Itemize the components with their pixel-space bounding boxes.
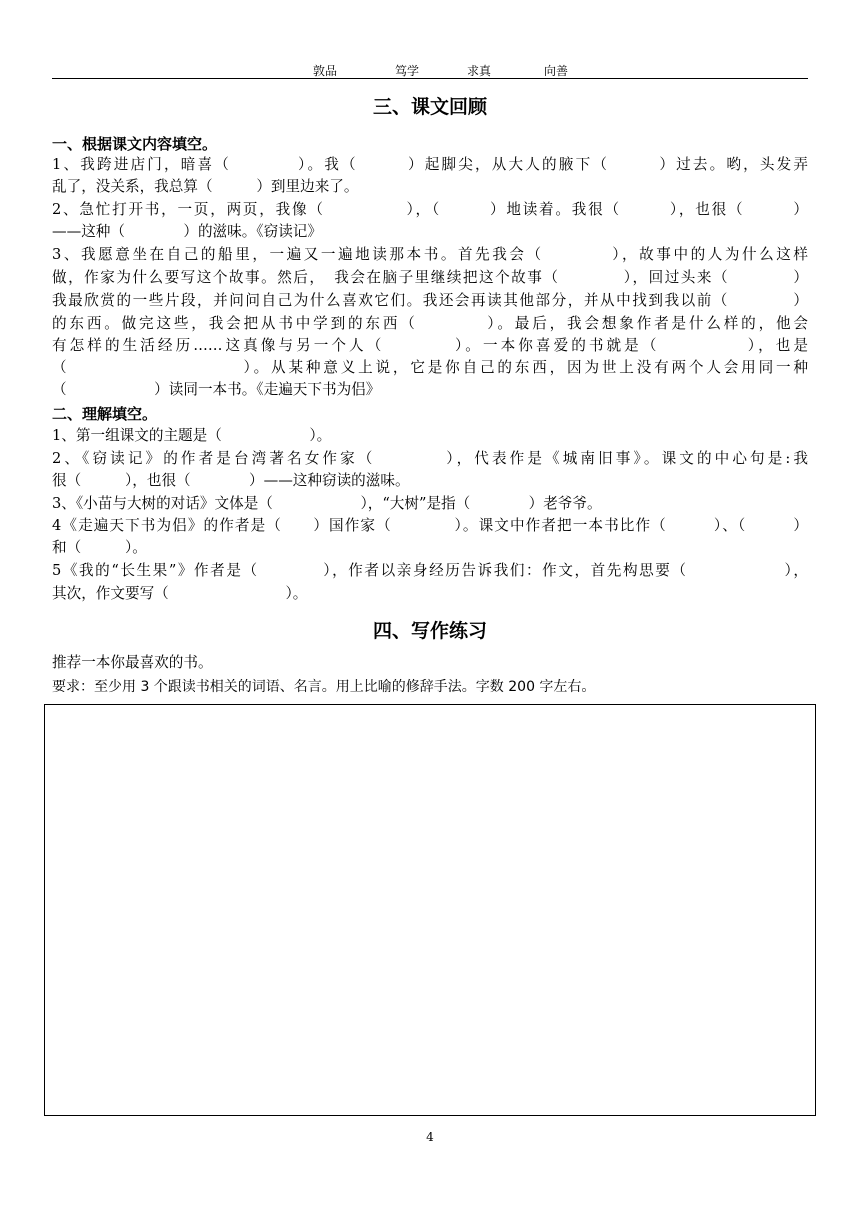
fill-line: ——这种（ ）的滋味。《窃读记》 [52, 223, 322, 240]
writing-answer-box[interactable] [44, 704, 816, 1116]
fill-line: 其次，作文要写（ ）。 [52, 585, 308, 602]
fill-line: 做，作家为什么要写这个故事。然后， 我会在脑子里继续把这个故事（ ），回过头来（ ） [52, 269, 808, 286]
part1-heading: 一、根据课文内容填空。 [52, 135, 218, 153]
fill-line: 很（ ），也很（ ）——这种窃读的滋味。 [52, 472, 410, 489]
fill-line: 和（ ）。 [52, 539, 147, 556]
fill-line: 1、第一组课文的主题是（ ）。 [52, 427, 332, 444]
fill-line: 4《走遍天下书为侣》的作者是（ ）国作家（ ）。课文中作者把一本书比作（ ）、（ ） [52, 517, 808, 534]
fill-line: 我最欣赏的一些片段，并问问自己为什么喜欢它们。我还会再读其他部分，并从中找到我以前（ ） [52, 292, 808, 309]
writing-prompt: 推荐一本你最喜欢的书。 [52, 654, 213, 671]
motto-3: 求真 [467, 64, 492, 78]
fill-line: 1、我跨进店门，暗喜（ ）。我（ ）起脚尖，从大人的腋下（ ）过去。哟，头发弄 [52, 156, 808, 173]
fill-line: （ ）读同一本书。《走遍天下书为侣》 [52, 381, 381, 398]
fill-line: （ ）。从某种意义上说，它是你自己的东西，因为世上没有两个人会用同一种 [52, 359, 808, 376]
fill-line: 3、我愿意坐在自己的船里，一遍又一遍地读那本书。首先我会（ ），故事中的人为什么这样 [52, 246, 808, 263]
part2-heading: 二、理解填空。 [52, 405, 158, 423]
section-title-writing: 四、写作练习 [372, 620, 487, 642]
fill-line: 的东西。做完这些，我会把从书中学到的东西（ ）。最后，我会想象作者是什么样的，他会 [52, 315, 808, 332]
motto-4: 向善 [544, 64, 569, 78]
writing-requirement: 要求：至少用 3 个跟读书相关的词语、名言。用上比喻的修辞手法。字数 200 字左右。 [52, 679, 596, 695]
motto-2: 笃学 [395, 64, 420, 78]
fill-line: 2、急忙打开书，一页，两页，我像（ ），（ ）地读着。我很（ ），也很（ ） [52, 201, 808, 218]
fill-line: 有怎样的生活经历……这真像与另一个人（ ）。一本你喜爱的书就是（ ），也是 [52, 337, 808, 354]
page-number: 4 [426, 1130, 434, 1144]
fill-line: 乱了，没关系，我总算（ ）到里边来了。 [52, 178, 359, 195]
fill-line: 2、《窃读记》的作者是台湾著名女作家（ ），代表作是《城南旧事》。课文的中心句是:我 [52, 450, 808, 467]
page-header [52, 62, 808, 79]
fill-line: 5《我的“长生果”》作者是（ ），作者以亲身经历告诉我们：作文，首先构思要（ ）， [52, 562, 808, 579]
section-title-review: 三、课文回顾 [372, 96, 487, 118]
motto-1: 敦品 [313, 64, 338, 78]
fill-line: 3、《小苗与大树的对话》文体是（ ），“大树”是指（ ）老爷爷。 [52, 495, 602, 512]
